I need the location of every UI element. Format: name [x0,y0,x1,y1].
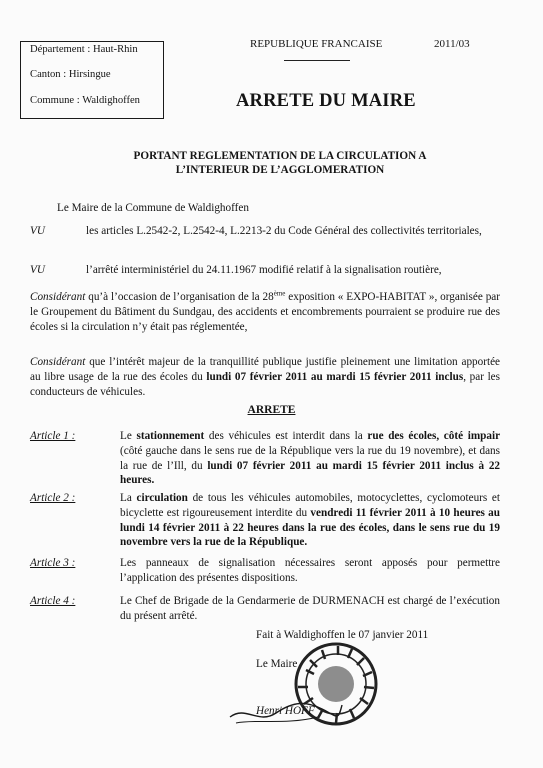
document-title: ARRETE DU MAIRE [236,91,416,111]
considerant-label: Considérant [30,356,86,368]
article-4-label: Article 4 : [30,595,76,607]
republique-label: REPUBLIQUE FRANCAISE [250,38,383,50]
considerant-text: , par les conducteurs de véhicules. [30,370,500,398]
article-2-text: La circulation de tous les véhicules automobiles, motocyclettes, cyclomoteurs et bicyclette est rigoureusement interdite du vendredi 11 février 2011 à 10 heures au lundi 14 février 2011 à 22 heures dans la rue des écoles, dans le sens rue du 19 novembre vers la rue de la République. [120,492,501,549]
considerant-text: exposition « EXPO-HABITAT », organisée par le Groupement du Bâtiment du Sundgau, des accidents et encombrements pourraient se produire rue des écoles si la circulation n’y était pas réglementée, [30,291,500,333]
arrete-heading: ARRETE [247,404,296,416]
arrete-number: 2011/03 [434,38,470,50]
article-3-text: Les panneaux de signalisation nécessaires seront apposés pour permettre l’application des présentes dispositions. [120,557,500,584]
considerant-text: que l’intérêt majeur de la tranquillité publique justifie pleinement une limitation apportée au libre usage de la rue des écoles du [30,356,500,383]
header-info-box [20,41,164,119]
vu-paragraph-2 [30,263,500,279]
considerant-paragraph-1 [30,290,500,334]
vu-text: les articles L.2542-2, L.2542-4, L.2213-2 du Code Général des collectivités territoriales, [86,225,482,237]
considerant-label: Considérant [30,291,86,303]
place-date: Fait à Waldighoffen le 07 janvier 2011 [256,629,429,641]
vu-text: l’arrêté interministériel du 24.11.1967 modifié relatif à la signalisation routière, [86,264,442,276]
considerant-dates: lundi 07 février 2011 au mardi 15 février 2011 inclus [206,370,464,383]
vu-paragraph-1 [30,224,500,254]
intro-line: Le Maire de la Commune de Waldighoffen [57,202,249,214]
article-4-text: Le Chef de Brigade de la Gendarmerie de DURMENACH est chargé de l’exécution du présent arrêté. [120,595,500,622]
canton-label: Canton : Hirsingue [30,69,111,80]
superscript: ème [273,289,286,298]
signatory-role: Le Maire [256,658,298,670]
article-3-label: Article 3 : [30,557,76,569]
header-divider [284,60,350,61]
article-2-label: Article 2 : [30,492,76,504]
vu-label: VU [30,225,45,237]
considerant-paragraph-2 [30,355,500,399]
considerant-text: qu’à l’occasion de l’organisation de la 28 [88,291,274,303]
vu-label: VU [30,264,45,276]
article-1-text: Le stationnement des véhicules est interdit dans la rue des écoles, côté impair (côté gauche dans le sens rue de la République vers la rue du 19 novembre), et dans la rue de l’Ill, du lundi 07 février 2011 au mardi 15 février 2011 inclus à 22 heures. [120,430,501,487]
subject-line-1: PORTANT REGLEMENTATION DE LA CIRCULATION A [133,150,427,162]
signatory-name: Henri HOFF [256,705,315,717]
departement-label: Département : Haut-Rhin [30,44,138,55]
subject-line-2: L’INTERIEUR DE L’AGGLOMERATION [175,164,385,176]
article-1-label: Article 1 : [30,430,76,442]
commune-label: Commune : Waldighoffen [30,95,140,106]
